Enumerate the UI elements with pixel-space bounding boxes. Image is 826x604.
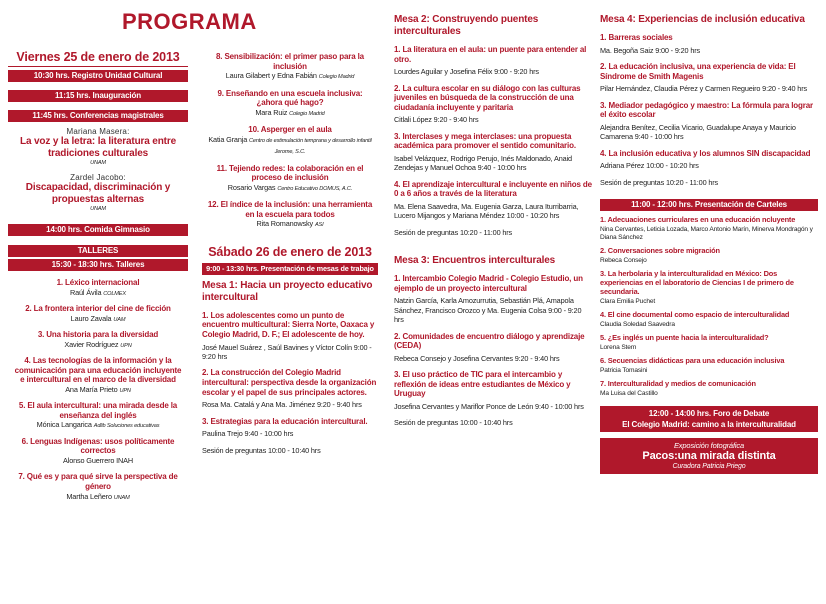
workshop-item [8, 401, 188, 432]
mesa-item-names: Rosa Ma. Catalá y Ana Ma. Jiménez 9:20 - 9:40 hrs [202, 400, 362, 410]
cartel-item [600, 380, 818, 398]
workshop-item [202, 164, 378, 195]
workshop-speaker-name: Lauro Zavala [70, 313, 112, 323]
workshop-speaker-inst: Adlib Soluciones educativas [93, 423, 160, 430]
workshop-speaker [202, 135, 378, 158]
workshop-speaker [8, 340, 188, 351]
bar-talleres: TALLERES [8, 245, 188, 257]
mesa-item [600, 101, 818, 142]
mesa-item-names: Ma. Begoña Saiz 9:00 - 9:20 hrs [600, 45, 701, 55]
workshop-speaker [8, 314, 188, 325]
cartel-title: 1. Adecuaciones curriculares en una educación ncluyente [600, 215, 796, 224]
workshop-speaker-name: Mónica Langarica [36, 420, 92, 430]
workshop-title: 8. Sensibilización: el primer paso para la inclusión [216, 52, 364, 71]
workshop-title: 5. El aula intercultural: una mirada desde la enseñanza del inglés [18, 401, 178, 420]
cartel-title: 7. Interculturalidad y medios de comunicación [600, 378, 756, 388]
mesa-item [202, 368, 378, 409]
column-mesa4 [600, 14, 818, 474]
workshop-speaker-name: Laura Gilabert y Edna Fabián [225, 71, 317, 81]
mesa-item [394, 132, 592, 173]
workshop-title: 7. Qué es y para qué sirve la perspectiva de género [18, 472, 178, 491]
cartel-title: 2. Conversaciones sobre migración [600, 246, 720, 256]
mesa-item [600, 62, 818, 94]
lecture2-inst: UNAM [90, 206, 106, 212]
lecture1-inst: UNAM [90, 160, 106, 166]
mesa-item [600, 149, 818, 171]
mesa-item-names: Ma. Elena Saavedra, Ma. Eugenia Garza, Laura Iturribarria, Lucero Mijangos y Mariana Méndez 10:00 - 10:20 hrs [394, 201, 579, 221]
bar-talleres-time: 15:30 - 18:30 hrs. Talleres [8, 259, 188, 271]
mesa-item [394, 274, 592, 324]
mesa1-questions: Sesión de preguntas 10:00 - 10:40 hrs [202, 445, 321, 455]
bar-carteles: 11:00 - 12:00 hrs. Presentación de Carteles [600, 199, 818, 211]
mesa-item-title: 3. Mediador pedagógico y maestro: La fórmula para lograr el éxito escolar [600, 100, 813, 120]
mesa-item-title: 2. La educación inclusiva, una experiencia de vida: El Síndrome de Smith Magenis [600, 62, 796, 81]
expo-label: Exposición fotográfica [673, 440, 745, 450]
cartel-title: 3. La herbolaria y la interculturalidad en México: Dos experiencias en el laboratorio de Ciencias I de primero de secundaria. [600, 269, 794, 296]
expo-title: Pacos:una mirada distinta [642, 449, 776, 462]
lecture2-title: Discapacidad, discriminación y propuestas alternas [25, 182, 171, 205]
workshop-title: 10. Asperger en el aula [248, 125, 332, 135]
mesa-item [394, 84, 592, 125]
cartel-names: Clara Emilia Puchet [600, 297, 656, 305]
mesa-item [394, 332, 592, 364]
column-friday [8, 50, 188, 503]
workshop-speaker-name: Rosario Vargas [227, 182, 276, 192]
bar-comida: 14:00 hrs. Comida Gimnasio [8, 224, 188, 236]
workshop-item [202, 52, 378, 83]
workshop-speaker-name: Rita Romanowsky [256, 219, 314, 229]
bar-registro: 10:30 hrs. Registro Unidad Cultural [8, 70, 188, 82]
bar-mesas: 9:00 - 13:30 hrs. Presentación de mesas de trabajo [202, 263, 378, 275]
cartel-names: Claudia Soledad Saavedra [600, 320, 675, 328]
workshop-speaker-inst: ASI [314, 222, 324, 229]
mesa1-list [202, 311, 378, 439]
mesa-item-title: 1. Barreras sociales [600, 33, 673, 42]
lecture2-speaker: Zardel Jacobo: [70, 173, 126, 182]
cartel-item [600, 216, 818, 242]
workshop-title: 9. Enseñando en una escuela inclusiva: ¿ahora qué hago? [217, 88, 363, 108]
workshop-list [8, 278, 188, 503]
mesa3-title: Mesa 3: Encuentros interculturales [394, 255, 556, 267]
mesa-item-title: 2. La cultura escolar en su diálogo con las culturas juveniles en búsqueda de la construcción de una ciudadanía incluyente y paritaria [394, 83, 581, 112]
lecture1-title: La voz y la letra: la literatura entre tradiciones culturales [19, 136, 177, 159]
cartel-item [600, 247, 818, 265]
saturday-heading: Sábado 26 de enero de 2013 [208, 244, 372, 259]
mesa-item-title: 1. La literatura en el aula: un puente para entender al otro. [394, 45, 587, 64]
workshop-speaker [8, 385, 188, 396]
workshop-speaker-inst: Colegio Madrid [289, 110, 325, 117]
cartel-names: Patricia Tomasini [600, 366, 648, 374]
mesa-item [202, 417, 378, 439]
mesa-item-title: 3. El uso práctico de TIC para el intercambio y reflexión de ideas entre estudiantes de México y Uruguay [394, 370, 571, 399]
workshop-speaker [202, 219, 378, 230]
workshop-speaker-name: Ana María Prieto [65, 384, 118, 394]
cartel-item [600, 357, 818, 375]
mesa-item-names: Paulina Trejo 9:40 - 10:00 hrs [202, 429, 294, 439]
expo-curator: Curadora Patricia Priego [672, 462, 746, 470]
lecture1-speaker: Mariana Masera: [66, 127, 130, 136]
cartel-title: 6. Secuencias didácticas para una educación inclusiva [600, 355, 785, 365]
workshop-title: 3. Una historia para la diversidad [37, 330, 159, 339]
cartel-names: Rebeca Consejo [600, 257, 647, 264]
workshop-speaker-name: Xavier Rodríguez [64, 339, 119, 349]
mesa3-list [394, 274, 592, 411]
foro-line2: El Colegio Madrid: camino a la interculturalidad [622, 419, 796, 429]
workshop-speaker-name: Mara Ruiz [255, 107, 288, 117]
workshop-speaker-name: Katia Granja [208, 134, 248, 144]
workshop-speaker-name: Alonso Guerrero INAH [63, 455, 133, 465]
workshop-speaker [202, 71, 378, 82]
workshop-item [8, 437, 188, 468]
mesa-item-title: 2. La construcción del Colegio Madrid intercultural: perspectiva desde la organización escolar y el papel de sus principales actores. [202, 368, 377, 397]
mesa-item-names: José Mauel Suárez , Saúl Bavines y Víctor Colín 9:00 - 9:20 hrs [202, 342, 372, 361]
workshop-speaker-inst: Centro de estimulación temprana y desarrollo infantil Jerome, S.C. [249, 137, 372, 156]
workshop-speaker [8, 420, 188, 431]
workshop-title: 12. El índice de la inclusión: una herramienta en la escuela para todos [207, 200, 373, 219]
mesa-item-title: 4. La inclusión educativa y los alumnos SIN discapacidad [600, 148, 811, 158]
mesa-item-title: 3. Estrategias para la educación intercultural. [202, 416, 368, 426]
foro-line1: 12:00 - 14:00 hrs. Foro de Debate [648, 408, 770, 418]
bar-conferencias: 11:45 hrs. Conferencias magistrales [8, 110, 188, 122]
workshop-item [202, 89, 378, 120]
mesa-item-title: 4. El aprendizaje intercultural e incluyente en niños de 0 a 6 años a través de la literatura [394, 179, 592, 199]
workshop-speaker [8, 288, 188, 299]
divider [8, 66, 188, 67]
cartel-item [600, 270, 818, 306]
workshop-speaker-name: Martha Leñero [66, 491, 112, 501]
workshop-speaker [8, 456, 188, 467]
mesa-item [394, 45, 592, 77]
mesa2-title: Mesa 2: Construyendo puentes interculturales [394, 14, 539, 37]
workshop-speaker-inst: COLMEX [103, 290, 126, 297]
foro-box [600, 406, 818, 432]
mesa-item-names: Isabel Velázquez, Rodrigo Perujo, Inés Maldonado, Anaid Zendejas y Manuel Ochoa 9:40 - 10:00 hrs [394, 153, 572, 173]
workshop-item [8, 472, 188, 503]
column-mesa2-3 [394, 14, 592, 428]
friday-heading: Viernes 25 de enero de 2013 [16, 50, 180, 64]
mesa3-questions: Sesión de preguntas 10:00 - 10:40 hrs [394, 418, 513, 428]
mesa-item-names: Pilar Hernández, Claudia Pérez y Carmen Regueiro 9:20 - 9:40 hrs [600, 84, 807, 94]
mesa-item-names: Alejandra Benítez, Cecilia Vicario, Guadalupe Anaya y Mauricio Camarena 9:40 - 10:00 hrs [600, 122, 796, 142]
workshop-speaker-inst: UPN [120, 342, 132, 349]
mesa4-list [600, 33, 818, 171]
mesa-item-names: Adriana Pérez 10:00 - 10:20 hrs [600, 161, 699, 171]
mesa-item-title: 1. Los adolescentes como un punto de encuentro multicultural: Sierra Norte, Oaxaca y Colegio Madrid, D. F.; El adolescente de hoy. [202, 310, 375, 339]
mesa-item-names: Natzin García, Karla Amozurrutia, Sebastián Plá, Amapola Sánchez, Francisco Orozco y Ma. Eugenia Colsa 9:00 - 9:20 hrs [394, 296, 582, 325]
workshop-speaker-inst: Centro Educativo DOMUS, A.C. [277, 185, 353, 192]
workshop-item [8, 330, 188, 351]
mesa-item-names: Lourdes Aguilar y Josefina Félix 9:00 - 9:20 hrs [394, 67, 539, 77]
cartel-names: Nina Cervantes, Leticia Lozada, Marco Antonio Marín, Minerva Mondragón y Diana Sánchez [600, 225, 813, 241]
workshop-speaker-inst: Colegio Madrid [318, 74, 355, 81]
workshop-speaker [8, 492, 188, 503]
mesa-item-title: 3. Interclases y mega interclases: una propuesta académica para promover el sentido comunitario. [394, 131, 576, 151]
workshop-speaker-inst: UPN [119, 387, 131, 394]
workshop-title: 4. Las tecnologías de la información y la comunicación para una educación incluyente e intercultural en el marco de la diversidad [14, 356, 182, 385]
mesa-item [394, 180, 592, 221]
workshop-speaker [202, 183, 378, 194]
mesa2-questions: Sesión de preguntas 10:20 - 11:00 hrs [394, 227, 513, 237]
workshop-list-2 [202, 52, 378, 231]
workshop-speaker-name: Raúl Ávila [70, 287, 102, 297]
workshop-speaker-inst: UAM [113, 316, 126, 323]
workshop-speaker [202, 108, 378, 119]
cartel-title: 5. ¿Es inglés un puente hacia la interculturalidad? [600, 332, 769, 342]
workshop-item [202, 200, 378, 231]
workshop-title: 1. Léxico internacional [56, 278, 140, 287]
carteles-list [600, 216, 818, 398]
workshop-title: 6. Lenguas Indígenas: usos políticamente correctos [21, 436, 175, 456]
page-title: PROGRAMA [122, 9, 257, 34]
mesa4-title: Mesa 4: Experiencias de inclusión educativa [600, 14, 805, 25]
column-workshops-2 [202, 52, 378, 455]
cartel-names: Lorena Stern [600, 343, 637, 351]
mesa4-questions: Sesión de preguntas 10:20 - 11:00 hrs [600, 177, 719, 187]
expo-box [600, 438, 818, 474]
workshop-title: 2. La frontera interior del cine de ficción [25, 304, 171, 313]
mesa-item-names: Josefina Cervantes y Mariflor Ponce de León 9:40 - 10:00 hrs [394, 401, 584, 411]
mesa-item-title: 2. Comunidades de encuentro diálogo y aprendizaje (CEDA) [394, 331, 585, 351]
mesa-item [600, 33, 818, 55]
mesa1-title: Mesa 1: Hacia un proyecto educativo intercultural [202, 279, 373, 303]
workshop-item [8, 304, 188, 325]
workshop-item [202, 125, 378, 157]
mesa-item-names: Rebeca Consejo y Josefina Cervantes 9:20 - 9:40 hrs [394, 353, 560, 363]
workshop-item [8, 356, 188, 396]
cartel-item [600, 311, 818, 329]
workshop-item [8, 278, 188, 299]
mesa-item-title: 1. Intercambio Colegio Madrid - Colegio Estudio, un ejemplo de un proyecto intercultural [394, 274, 583, 293]
cartel-names: Ma Luisa del Castillo [600, 389, 658, 397]
cartel-title: 4. El cine documental como espacio de interculturalidad [600, 309, 790, 319]
bar-inauguracion: 11:15 hrs. Inauguración [8, 90, 188, 102]
workshop-speaker-inst: UNAM [113, 494, 130, 501]
mesa2-list [394, 45, 592, 221]
mesa-item [202, 311, 378, 362]
cartel-item [600, 334, 818, 352]
workshop-title: 11. Tejiendo redes: la colaboración en el proceso de inclusión [216, 163, 364, 183]
mesa-item-names: Citlali López 9:20 - 9:40 hrs [394, 115, 479, 125]
mesa-item [394, 370, 592, 411]
